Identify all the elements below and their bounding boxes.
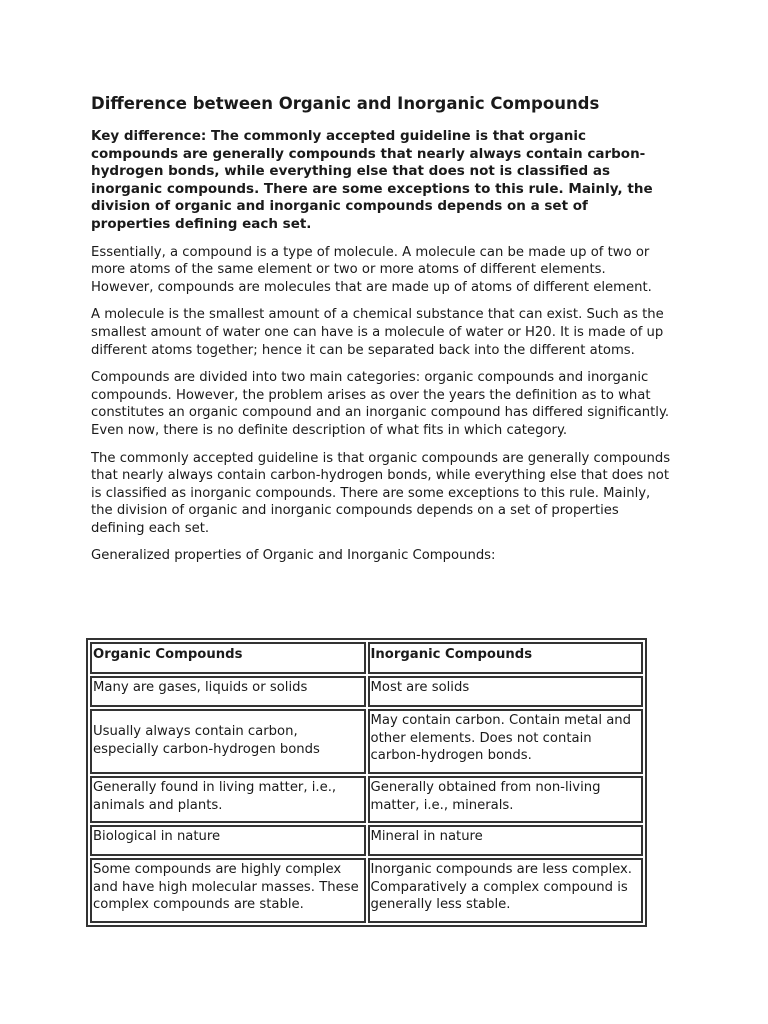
table-cell-inorganic: Mineral in nature	[368, 825, 644, 856]
paragraph-compound-definition: Essentially, a compound is a type of molecule. A molecule can be made up of two or more atoms of the same element or two or more atoms of different elements. However, compounds are molecules that are made up of atoms of different element.	[91, 244, 652, 295]
table-header-row	[90, 642, 643, 674]
paragraph-guideline: The commonly accepted guideline is that organic compounds are generally compounds that nearly always contain carbon-hydrogen bonds, while everything else that does not is classified as inorganic compounds. There are some exceptions to this rule. Mainly, the division of organic and inorganic compounds depends on a set of properties defining each set.	[91, 450, 671, 536]
paragraph-molecule-definition: A molecule is the smallest amount of a chemical substance that can exist. Such as the smallest amount of water one can have is a molecule of water or H20. It is made of up different atoms together; hence it can be separated back into the different atoms.	[91, 307, 664, 358]
document-body	[91, 94, 671, 565]
table-row	[90, 825, 643, 856]
table-row	[90, 676, 643, 707]
table-cell-inorganic: Inorganic compounds are less complex. Comparatively a complex compound is generally less stable.	[368, 858, 644, 923]
table-cell-organic: Many are gases, liquids or solids	[90, 676, 366, 707]
table-cell-inorganic: Generally obtained from non-living matter, i.e., minerals.	[368, 776, 644, 823]
key-difference-paragraph: Key difference: The commonly accepted guideline is that organic compounds are generally compounds that nearly always contain carbon-hydrogen bonds, while everything else that does not is classified as inorganic compounds. There are some exceptions to this rule. Mainly, the division of organic and inorganic compounds depends on a set of properties defining each set.	[91, 128, 653, 232]
table-row	[90, 858, 643, 923]
table-cell-inorganic: Most are solids	[368, 676, 644, 707]
table-header-inorganic: Inorganic Compounds	[368, 642, 644, 674]
table-header-organic: Organic Compounds	[90, 642, 366, 674]
properties-table	[86, 638, 647, 927]
paragraph-categories: Compounds are divided into two main categories: organic compounds and inorganic compounds. However, the problem arises as over the years the definition as to what constitutes an organic compound and an inorganic compound has differed significantly. Even now, there is no definite description of what fits in which category.	[91, 370, 670, 438]
table-cell-organic: Biological in nature	[90, 825, 366, 856]
table-cell-inorganic: May contain carbon. Contain metal and other elements. Does not contain carbon-hydrogen bonds.	[368, 709, 644, 774]
table-cell-organic: Generally found in living matter, i.e., animals and plants.	[90, 776, 366, 823]
document-title: Difference between Organic and Inorganic Compounds	[91, 94, 600, 113]
table-row	[90, 776, 643, 823]
table-cell-organic: Some compounds are highly complex and have high molecular masses. These complex compounds are stable.	[90, 858, 366, 923]
table-row	[90, 709, 643, 774]
table-cell-organic: Usually always contain carbon, especially carbon-hydrogen bonds	[90, 709, 366, 774]
generalized-properties-heading: Generalized properties of Organic and Inorganic Compounds:	[91, 548, 496, 564]
